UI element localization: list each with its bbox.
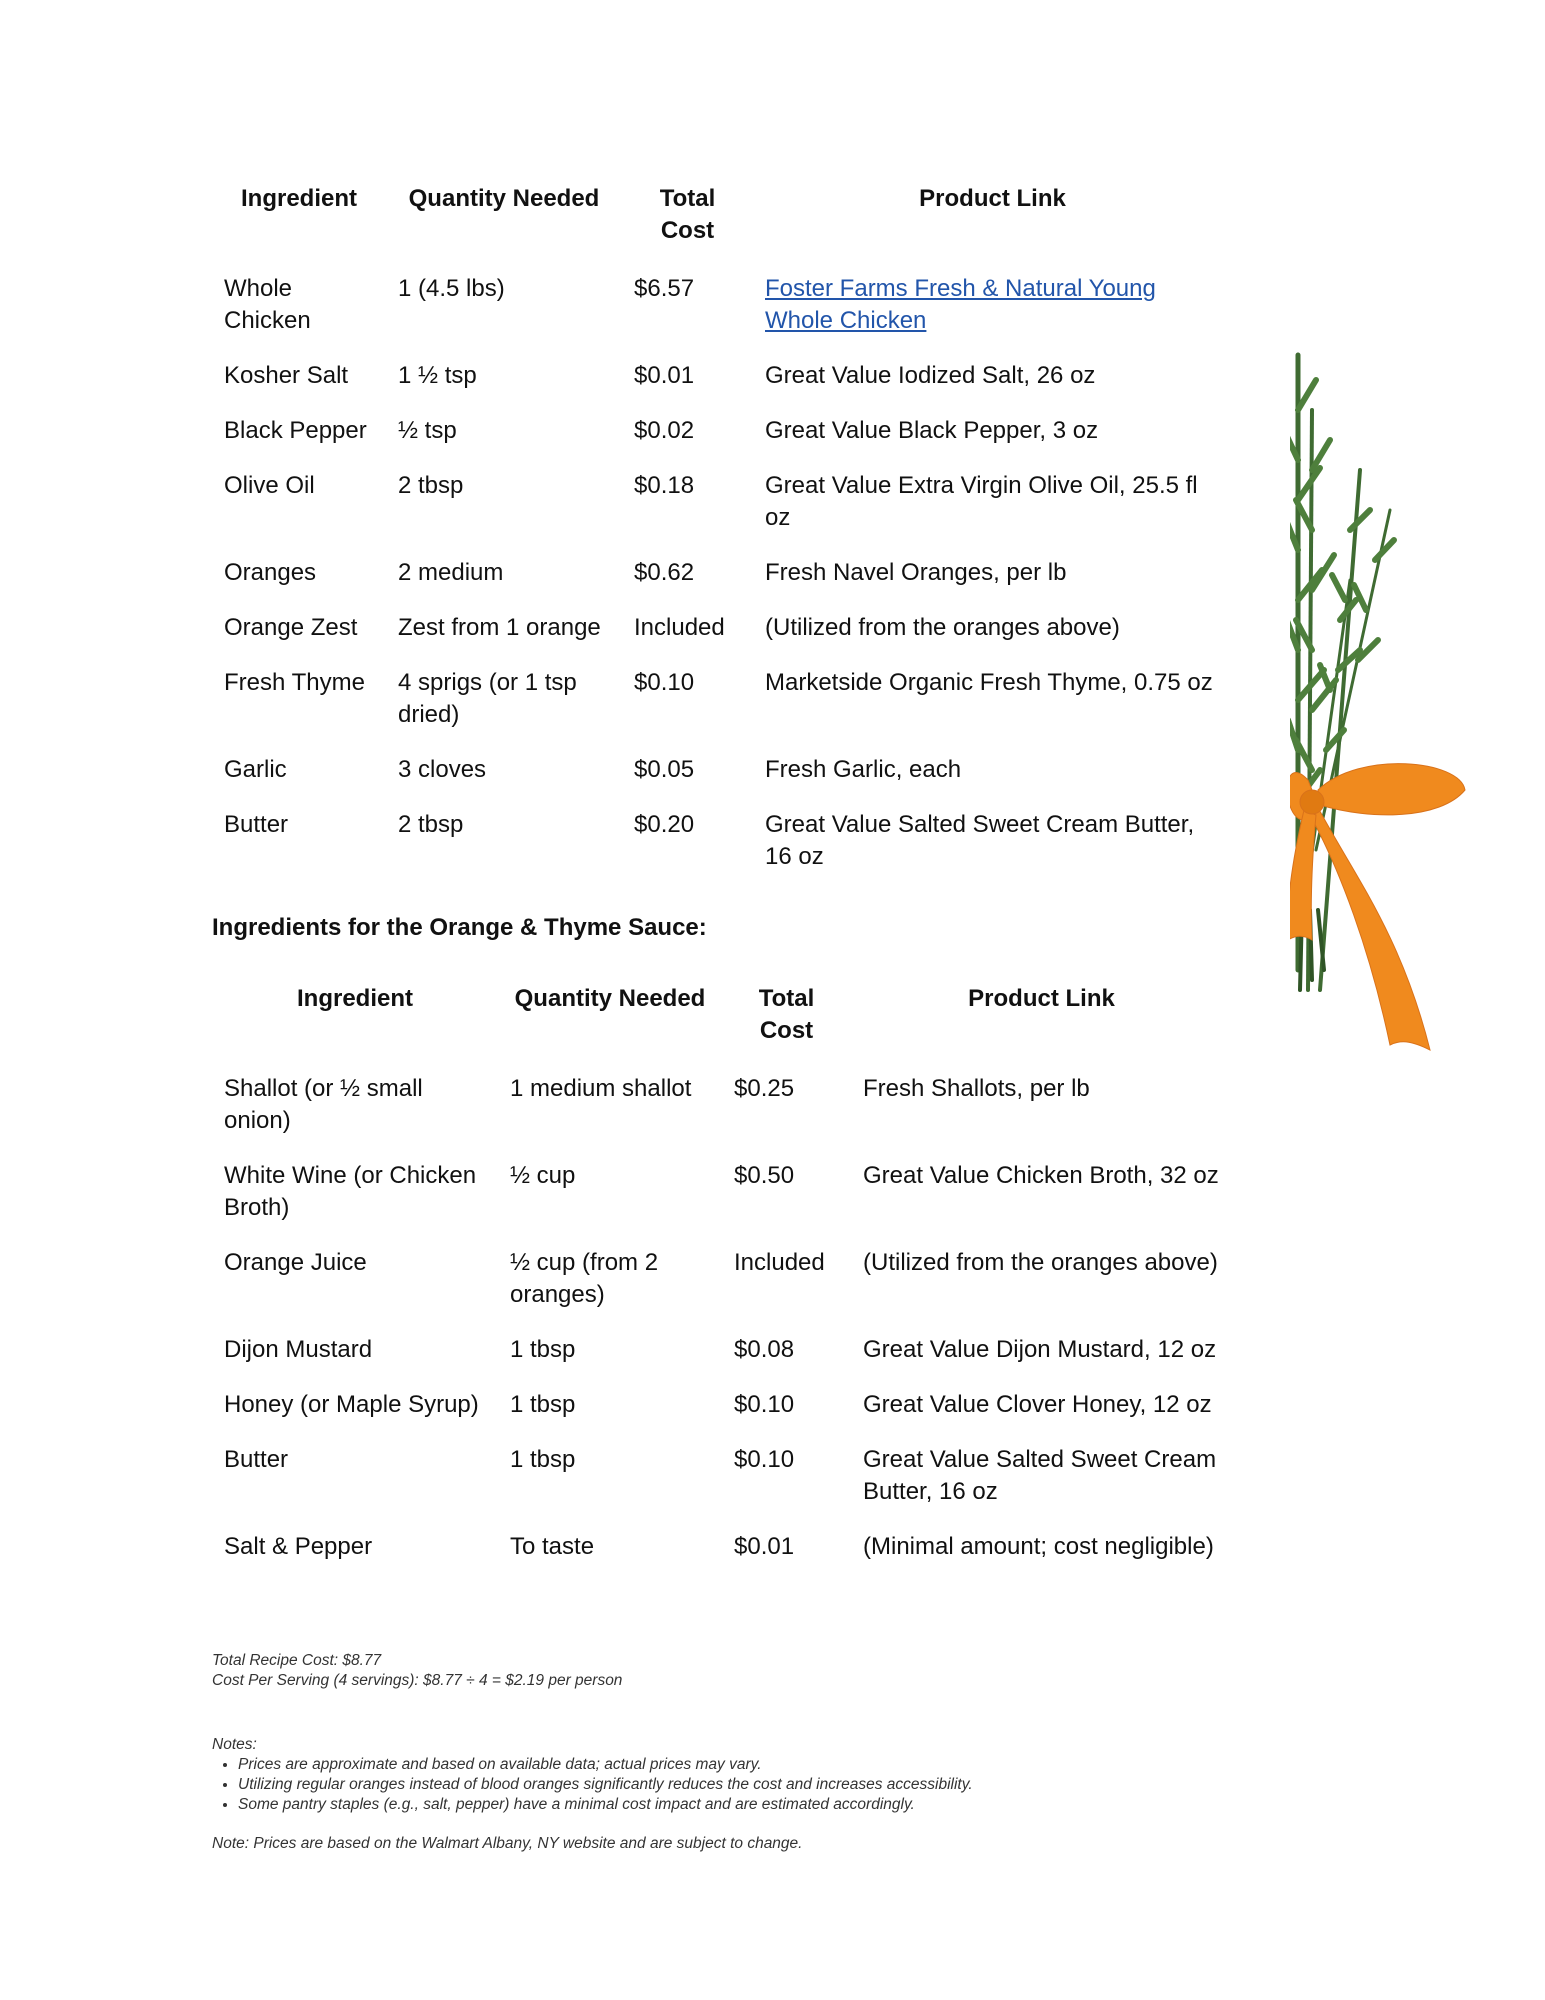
note-item: • Utilizing regular oranges instead of blood oranges significantly reduces the cost and increases accessibility. xyxy=(238,1775,1212,1795)
ingredient-cell: Honey (or Maple Syrup) xyxy=(224,1391,479,1418)
product-link[interactable]: Foster Farms Fresh & Natural Young Whole Chicken xyxy=(765,275,1156,334)
ingredient-cell: Oranges xyxy=(224,559,317,586)
product-cell: (Utilized from the oranges above) xyxy=(863,1249,1218,1276)
cost-cell: $0.10 xyxy=(634,669,695,696)
quantity-cell: ½ tsp xyxy=(398,417,457,444)
quantity-cell: 1 tbsp xyxy=(510,1391,576,1418)
quantity-cell: 2 tbsp xyxy=(398,811,464,838)
ingredient-cell: Butter xyxy=(224,811,289,838)
product-cell: Fresh Shallots, per lb xyxy=(863,1075,1090,1102)
product-cell: Great Value Chicken Broth, 32 oz xyxy=(863,1162,1219,1189)
cost-cell: $0.62 xyxy=(634,559,695,586)
cost-summary xyxy=(212,1651,622,1691)
note-item: • Prices are approximate and based on available data; actual prices may vary. xyxy=(238,1755,1212,1775)
table-header-row xyxy=(212,983,1232,1073)
cost-cell: $0.05 xyxy=(634,756,695,783)
ingredient-cell: Whole Chicken xyxy=(224,275,311,334)
ingredient-cell: Kosher Salt xyxy=(224,362,349,389)
header-product-link: Product Link xyxy=(968,985,1115,1012)
header-quantity: Quantity Needed xyxy=(408,185,600,212)
quantity-cell: 1 tbsp xyxy=(510,1336,576,1363)
quantity-cell: 3 cloves xyxy=(398,756,487,783)
table-row xyxy=(212,612,1232,667)
table-row xyxy=(212,557,1232,612)
product-cell: Great Value Black Pepper, 3 oz xyxy=(765,417,1099,444)
table-row xyxy=(212,1334,1232,1389)
table-row xyxy=(212,1531,1232,1586)
cost-cell: $0.08 xyxy=(734,1336,795,1363)
cost-cell: $0.50 xyxy=(734,1162,795,1189)
header-ingredient: Ingredient xyxy=(240,185,357,212)
orange-ribbon-icon xyxy=(1290,764,1465,1050)
product-cell: Great Value Dijon Mustard, 12 oz xyxy=(863,1336,1217,1363)
header-total-cost: Total Cost xyxy=(659,185,716,244)
cost-cell: Included xyxy=(734,1249,825,1276)
quantity-cell: To taste xyxy=(510,1533,595,1560)
cost-cell: $0.25 xyxy=(734,1075,795,1102)
cost-cell: $0.02 xyxy=(634,417,695,444)
quantity-cell: ½ cup (from 2 oranges) xyxy=(510,1249,659,1308)
table-row xyxy=(212,754,1232,809)
ingredient-cell: Orange Juice xyxy=(224,1249,367,1276)
quantity-cell: 1 (4.5 lbs) xyxy=(398,275,505,302)
table-row xyxy=(212,273,1232,360)
price-source-note: Note: Prices are based on the Walmart Albany, NY website and are subject to change. xyxy=(212,1835,803,1852)
product-cell: Marketside Organic Fresh Thyme, 0.75 oz xyxy=(765,669,1213,696)
table-row xyxy=(212,809,1232,896)
header-ingredient: Ingredient xyxy=(296,985,413,1012)
total-recipe-cost: Total Recipe Cost: $8.77 xyxy=(212,1652,382,1669)
quantity-cell: ½ cup xyxy=(510,1162,576,1189)
ingredient-cell: Garlic xyxy=(224,756,287,783)
cost-cell: $0.01 xyxy=(634,362,695,389)
table-header-row xyxy=(212,183,1232,273)
ingredient-cell: Black Pepper xyxy=(224,417,367,444)
table-row xyxy=(212,1073,1232,1160)
product-cell: Great Value Salted Sweet Cream Butter, 16 oz xyxy=(765,811,1195,870)
notes-list xyxy=(212,1755,1212,1815)
cost-per-serving: Cost Per Serving (4 servings): $8.77 ÷ 4 = $2.19 per person xyxy=(212,1672,623,1689)
table-row xyxy=(212,415,1232,470)
cost-cell: $0.01 xyxy=(734,1533,795,1560)
ingredient-cell: Shallot (or ½ small onion) xyxy=(224,1075,423,1134)
cost-cell: $6.57 xyxy=(634,275,695,302)
table-row xyxy=(212,360,1232,415)
product-cell: (Utilized from the oranges above) xyxy=(765,614,1120,641)
ingredient-cell: Fresh Thyme xyxy=(224,669,365,696)
header-quantity: Quantity Needed xyxy=(514,985,706,1012)
product-cell: (Minimal amount; cost negligible) xyxy=(863,1533,1214,1560)
sauce-section-heading: Ingredients for the Orange & Thyme Sauce: xyxy=(212,914,707,941)
table-row xyxy=(212,1160,1232,1247)
product-cell xyxy=(753,273,1232,360)
quantity-cell: 2 tbsp xyxy=(398,472,464,499)
quantity-cell: 1 ½ tsp xyxy=(398,362,477,389)
table-row xyxy=(212,470,1232,557)
quantity-cell: 4 sprigs (or 1 tsp dried) xyxy=(398,669,577,728)
table-row xyxy=(212,1389,1232,1444)
ingredient-cell: Salt & Pepper xyxy=(224,1533,373,1560)
quantity-cell: 1 tbsp xyxy=(510,1446,576,1473)
table-row xyxy=(212,1444,1232,1531)
quantity-cell: 2 medium xyxy=(398,559,504,586)
header-total-cost: Total Cost xyxy=(758,985,815,1044)
ingredient-cell: White Wine (or Chicken Broth) xyxy=(224,1162,477,1221)
note-item: • Some pantry staples (e.g., salt, pepper) have a minimal cost impact and are estimated accordingly. xyxy=(238,1795,1212,1815)
quantity-cell: Zest from 1 orange xyxy=(398,614,601,641)
product-cell: Fresh Navel Oranges, per lb xyxy=(765,559,1067,586)
header-product-link: Product Link xyxy=(919,185,1066,212)
ingredient-cell: Butter xyxy=(224,1446,289,1473)
table-row xyxy=(212,1247,1232,1334)
product-cell: Great Value Iodized Salt, 26 oz xyxy=(765,362,1096,389)
ingredient-cell: Olive Oil xyxy=(224,472,315,499)
sauce-ingredients-table xyxy=(212,983,1232,1586)
ingredient-cell: Orange Zest xyxy=(224,614,358,641)
cost-cell: $0.10 xyxy=(734,1391,795,1418)
product-cell: Great Value Extra Virgin Olive Oil, 25.5 fl oz xyxy=(765,472,1198,531)
product-cell: Great Value Salted Sweet Cream Butter, 16 oz xyxy=(863,1446,1217,1505)
product-cell: Great Value Clover Honey, 12 oz xyxy=(863,1391,1212,1418)
cost-cell: $0.18 xyxy=(634,472,695,499)
cost-cell: Included xyxy=(634,614,725,641)
ingredient-cell: Dijon Mustard xyxy=(224,1336,373,1363)
main-ingredients-table xyxy=(212,183,1232,896)
table-row xyxy=(212,667,1232,754)
quantity-cell: 1 medium shallot xyxy=(510,1075,692,1102)
rosemary-ribbon-illustration xyxy=(1290,350,1480,1060)
cost-cell: $0.20 xyxy=(634,811,695,838)
cost-cell: $0.10 xyxy=(734,1446,795,1473)
product-cell: Fresh Garlic, each xyxy=(765,756,962,783)
notes-section xyxy=(212,1735,1212,1815)
notes-label: Notes: xyxy=(212,1736,257,1753)
